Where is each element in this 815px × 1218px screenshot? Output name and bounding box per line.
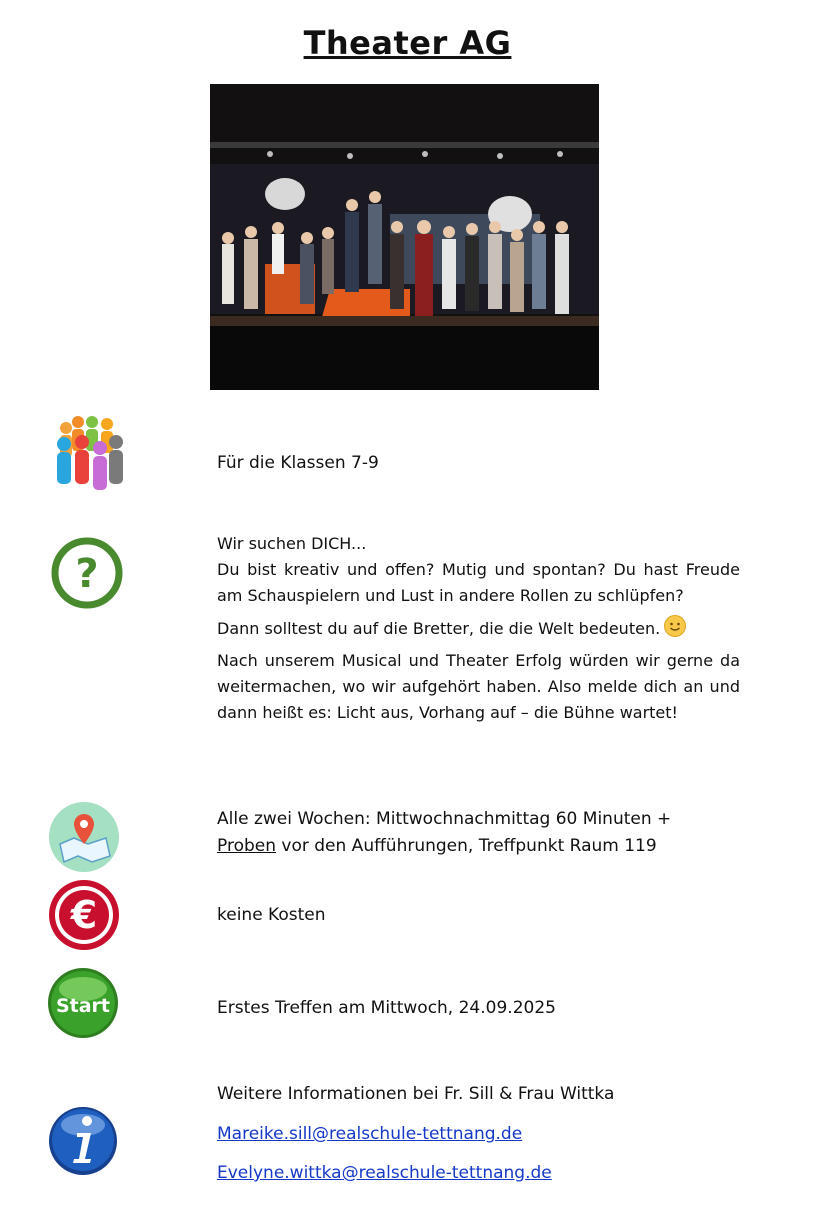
stage-photo [210,84,599,390]
search-paragraph-3: Nach unserem Musical und Theater Erfolg würden wir gerne da weitermachen, wo wir aufgehört haben. Also melde dich an und dann heißt es: Licht aus, Vorhang auf – die Bühne wartet! [217,651,740,722]
people-group-icon [52,412,128,494]
location-line-2 [217,833,671,860]
location-text [217,806,671,860]
location-line-2-rest: vor den Aufführungen, Treffpunkt Raum 119 [276,836,657,856]
email-link-sill[interactable]: Mareike.sill@realschule-tettnang.de [217,1124,523,1144]
search-paragraph-1: Du bist kreativ und offen? Mutig und spontan? Du hast Freude am Schauspielern und Lust in andere Rollen zu schlüpfen? [217,560,740,605]
location-line-1: Alle zwei Wochen: Mittwochnachmittag 60 Minuten + [217,809,672,829]
search-paragraph-2 [217,615,740,642]
email-link-wittka[interactable]: Evelyne.wittka@realschule-tettnang.de [217,1163,552,1183]
proben-word: Proben [217,836,276,856]
cost-text: keine Kosten [217,905,326,925]
info-text: Weitere Informationen bei Fr. Sill & Frau Wittka [217,1084,615,1104]
page-title: Theater AG [303,24,512,62]
map-pin-icon [48,800,120,874]
question-mark-icon [50,535,124,611]
info-icon [47,1103,119,1177]
search-paragraph-2-text: Dann solltest du auf die Bretter, die die Welt bedeuten. [217,619,661,638]
description-block [217,531,740,726]
smiley-emoji-icon [664,615,686,637]
classes-text: Für die Klassen 7-9 [217,453,379,473]
start-icon-label: Start [55,995,111,1017]
euro-icon [48,878,120,952]
start-text: Erstes Treffen am Mittwoch, 24.09.2025 [217,998,556,1018]
start-button-icon [46,965,120,1041]
svg-text:€: € [70,893,98,937]
svg-text:?: ? [75,551,99,597]
search-heading: Wir suchen DICH... [217,534,367,553]
